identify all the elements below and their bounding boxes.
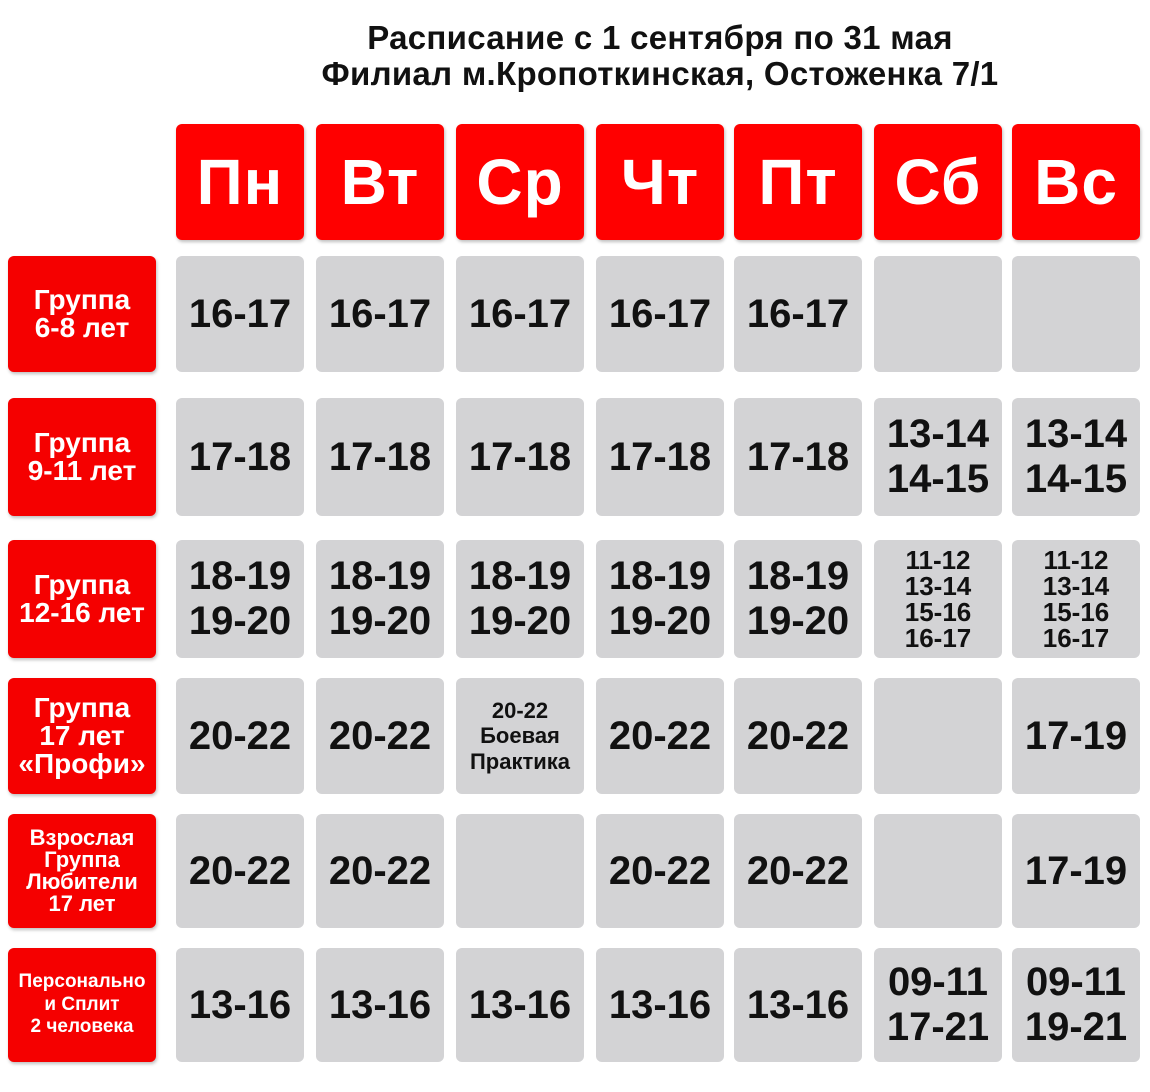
group-label-line: Группа (33, 692, 131, 723)
schedule-slot-wed (456, 814, 584, 928)
schedule-slot-thu (596, 678, 724, 794)
time-range: 20-22 (491, 698, 549, 724)
day-header-sat: Сб (874, 124, 1002, 240)
schedule-slot-tue (316, 398, 444, 516)
group-label-line: и Сплит (44, 993, 120, 1015)
schedule-slot-fri (734, 256, 862, 372)
time-range: 17-19 (1024, 848, 1128, 893)
schedule-slot-sun (1012, 540, 1140, 658)
time-range: 16-17 (608, 291, 712, 336)
group-label-line: 6-8 лет (34, 312, 130, 343)
group-label (8, 814, 156, 928)
time-range: 19-20 (328, 599, 432, 643)
time-range: 16-17 (1042, 623, 1110, 653)
time-range: 20-22 (746, 848, 850, 893)
schedule-title: Расписание с 1 сентября по 31 мая (367, 19, 953, 56)
time-range: Практика (469, 748, 571, 774)
schedule-slot-sat (874, 398, 1002, 516)
schedule-slot-wed (456, 948, 584, 1062)
time-range: 13-16 (188, 982, 292, 1027)
schedule-slot-tue (316, 256, 444, 372)
time-range: 17-21 (886, 1005, 990, 1049)
time-range: 09-11 (1025, 960, 1127, 1005)
group-label-line: Группа (33, 284, 131, 315)
time-range: 13-14 (1042, 571, 1110, 601)
schedule-slot-mon (176, 540, 304, 658)
schedule-slot-thu (596, 948, 724, 1062)
group-label-line: Группа (33, 427, 131, 458)
time-range: 19-20 (746, 599, 850, 643)
time-range: 16-17 (328, 291, 432, 336)
schedule-slot-mon (176, 948, 304, 1062)
time-range: 13-16 (746, 982, 850, 1027)
schedule-slot-wed (456, 256, 584, 372)
time-range: 16-17 (468, 291, 572, 336)
time-range: 17-18 (608, 434, 712, 479)
time-range: 13-16 (468, 982, 572, 1027)
time-range: 15-16 (1042, 597, 1110, 627)
time-range: 20-22 (328, 713, 432, 758)
time-range: 18-19 (188, 554, 292, 599)
time-range: 17-18 (468, 434, 572, 479)
schedule-slot-wed (456, 398, 584, 516)
time-range: Боевая (480, 723, 560, 749)
time-range: 17-19 (1024, 713, 1128, 758)
schedule-slot-fri (734, 398, 862, 516)
group-label-line: Группа (33, 569, 131, 600)
group-label-line: Персонально (18, 970, 146, 992)
schedule-slot-fri (734, 540, 862, 658)
time-range: 19-20 (468, 599, 572, 643)
schedule-slot-thu (596, 398, 724, 516)
group-label-line: «Профи» (18, 748, 146, 779)
time-range: 19-20 (188, 599, 292, 643)
time-range: 13-16 (328, 982, 432, 1027)
schedule-slot-sat (874, 540, 1002, 658)
schedule-slot-tue (316, 678, 444, 794)
time-range: 13-14 (1024, 412, 1128, 457)
time-range: 18-19 (608, 554, 712, 599)
time-range: 20-22 (608, 848, 712, 893)
group-label (8, 256, 156, 372)
time-range: 17-18 (188, 434, 292, 479)
schedule-slot-sun (1012, 256, 1140, 372)
schedule-slot-fri (734, 948, 862, 1062)
day-header-wed: Ср (456, 124, 584, 240)
group-label-line: 17 лет (48, 891, 116, 916)
schedule-slot-sat (874, 948, 1002, 1062)
schedule-slot-mon (176, 814, 304, 928)
time-range: 17-18 (328, 434, 432, 479)
time-range: 14-15 (1024, 457, 1128, 501)
time-range: 15-16 (904, 597, 972, 627)
time-range: 20-22 (328, 848, 432, 893)
schedule-slot-wed (456, 678, 584, 794)
time-range: 16-17 (904, 623, 972, 653)
branch-subtitle: Филиал м.Кропоткинская, Остоженка 7/1 (321, 55, 999, 92)
time-range: 19-20 (608, 599, 712, 643)
day-header-mon: Пн (176, 124, 304, 240)
schedule-slot-sun (1012, 814, 1140, 928)
time-range: 19-21 (1024, 1005, 1128, 1049)
time-range: 09-11 (887, 960, 989, 1005)
time-range: 20-22 (188, 848, 292, 893)
schedule-slot-wed (456, 540, 584, 658)
time-range: 16-17 (188, 291, 292, 336)
schedule-slot-fri (734, 814, 862, 928)
group-label-line: Любители (26, 869, 138, 894)
schedule-slot-thu (596, 256, 724, 372)
schedule-slot-sat (874, 678, 1002, 794)
day-header-tue: Вт (316, 124, 444, 240)
schedule-slot-sun (1012, 678, 1140, 794)
schedule-slot-mon (176, 678, 304, 794)
group-label (8, 678, 156, 794)
schedule-slot-sun (1012, 948, 1140, 1062)
schedule-slot-sat (874, 814, 1002, 928)
time-range: 20-22 (608, 713, 712, 758)
day-header-thu: Чт (596, 124, 724, 240)
time-range: 20-22 (188, 713, 292, 758)
group-label-line: 2 человека (30, 1016, 134, 1038)
group-label-line: 9-11 лет (27, 455, 137, 486)
group-label-line: 17 лет (39, 720, 125, 751)
schedule-slot-mon (176, 398, 304, 516)
schedule-slot-thu (596, 814, 724, 928)
time-range: 11-12 (1043, 545, 1109, 575)
time-range: 14-15 (886, 457, 990, 501)
time-range: 13-16 (608, 982, 712, 1027)
group-label (8, 948, 156, 1062)
schedule-slot-thu (596, 540, 724, 658)
time-range: 16-17 (746, 291, 850, 336)
day-header-fri: Пт (734, 124, 862, 240)
schedule-slot-fri (734, 678, 862, 794)
time-range: 11-12 (905, 545, 971, 575)
group-label-line: Взрослая (29, 825, 135, 850)
schedule-slot-sat (874, 256, 1002, 372)
schedule-slot-tue (316, 540, 444, 658)
time-range: 13-14 (886, 412, 990, 457)
schedule-slot-mon (176, 256, 304, 372)
group-label (8, 398, 156, 516)
group-label-line: Группа (44, 847, 120, 872)
time-range: 18-19 (468, 554, 572, 599)
time-range: 20-22 (746, 713, 850, 758)
time-range: 18-19 (746, 554, 850, 599)
day-header-sun: Вс (1012, 124, 1140, 240)
schedule-slot-sun (1012, 398, 1140, 516)
time-range: 13-14 (904, 571, 972, 601)
schedule-slot-tue (316, 948, 444, 1062)
time-range: 18-19 (328, 554, 432, 599)
schedule-slot-tue (316, 814, 444, 928)
group-label-line: 12-16 лет (19, 597, 145, 628)
group-label (8, 540, 156, 658)
time-range: 17-18 (746, 434, 850, 479)
